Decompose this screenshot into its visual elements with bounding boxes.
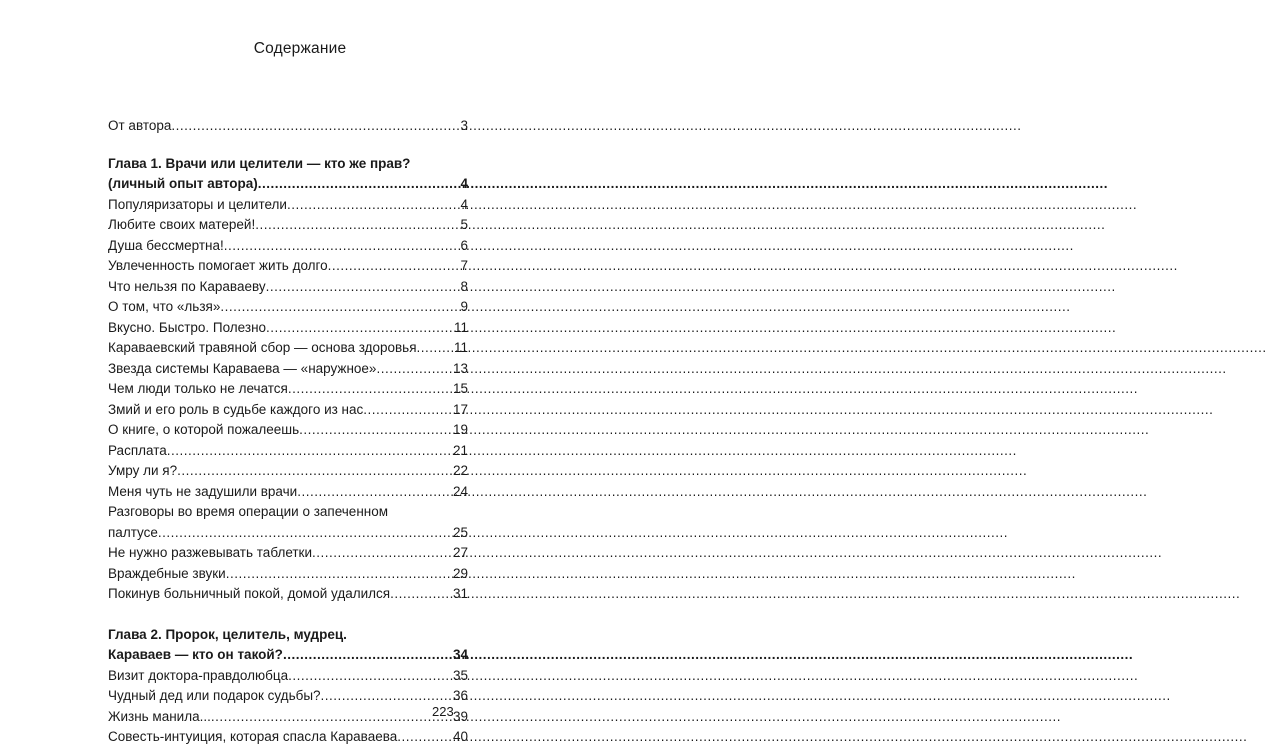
toc-entry: [108, 236, 468, 257]
toc-entry: [108, 584, 468, 605]
entry-page: 9: [460, 299, 468, 314]
chapter-1-title: Глава 1. Врачи или целители — кто же прав?: [108, 155, 411, 171]
dot-leader: [363, 400, 452, 421]
entry-title: Караваев — кто он такой?: [108, 647, 283, 662]
dot-leader: [283, 645, 452, 666]
entry-page: 24: [452, 483, 468, 499]
entry-page: 17: [452, 401, 468, 417]
dot-leader: [226, 564, 452, 585]
entry-title: Звезда системы Караваева — «наружное»: [108, 360, 377, 376]
dot-leader: [224, 236, 460, 257]
entry-page: 21: [452, 442, 468, 458]
toc-entry: [108, 379, 468, 400]
entry-title: Визит доктора-правдолюбца: [108, 667, 289, 683]
entry-title: Умру ли я?: [108, 463, 178, 478]
toc-entry: [108, 420, 468, 441]
toc-entry-intro: [108, 116, 468, 137]
dot-leader: [177, 461, 452, 482]
entry-page: 3: [460, 118, 468, 133]
chapter-2-entries: [108, 666, 468, 748]
entry-title: Змий и его роль в судьбе каждого из нас: [108, 401, 364, 417]
toc-entry: [108, 707, 468, 728]
entry-title: Совесть-интуиция, которая спасла Караваева: [108, 729, 398, 744]
chapter-1-entries: [108, 195, 468, 503]
entry-page: 13: [452, 360, 468, 376]
entry-title: Меня чуть не задушили врачи: [108, 483, 298, 499]
entry-page: 11: [453, 319, 468, 335]
dot-leader: [312, 543, 452, 564]
dot-leader: [417, 338, 453, 359]
dot-leader: [220, 297, 459, 318]
dot-leader: [258, 174, 460, 195]
dot-leader: [328, 256, 460, 277]
entry-title: Вкусно. Быстро. Полезно: [108, 319, 267, 335]
toc-entry-long-line1: Разговоры во время операции о запеченном: [108, 504, 389, 519]
entry-page: 35: [452, 667, 468, 683]
entry-page: 8: [460, 278, 468, 294]
entry-title: Популяризаторы и целители: [108, 196, 287, 212]
toc-entry: [108, 256, 468, 277]
toc-entry: [108, 400, 468, 421]
entry-title: (личный опыт автора): [108, 176, 258, 191]
entry-title: Жизнь манила...: [108, 708, 211, 724]
dot-leader: [288, 666, 452, 687]
toc-entry: [108, 277, 468, 298]
entry-page: 40: [452, 729, 468, 744]
toc-entry: [108, 195, 468, 216]
entry-title: О том, что «льзя»: [108, 299, 221, 314]
entry-page: 5: [460, 217, 468, 232]
entry-page: 36: [452, 688, 468, 703]
entry-title: Душа бессмертна!: [108, 237, 224, 253]
toc-entry: [108, 359, 468, 380]
dot-leader: [255, 215, 459, 236]
entry-title: палтусе: [108, 524, 158, 540]
entry-title: Караваевский травяной сбор — основа здоровья: [108, 340, 417, 355]
table-of-contents: [108, 116, 468, 748]
dot-leader: [266, 318, 453, 339]
dot-leader: [167, 441, 452, 462]
dot-leader: [158, 523, 452, 544]
dot-leader: [297, 482, 452, 503]
toc-entry: [108, 543, 468, 564]
entry-page: 27: [452, 545, 468, 560]
dot-leader: [390, 584, 452, 605]
toc-entry: [108, 727, 468, 748]
entry-page: 15: [452, 381, 468, 396]
toc-entry: [108, 318, 468, 339]
dot-leader: [287, 195, 460, 216]
entry-page: 25: [452, 524, 468, 540]
entry-page: 22: [452, 463, 468, 478]
entry-page: 6: [460, 237, 468, 253]
entry-title: От автора: [108, 118, 172, 133]
entry-title: О книге, о которой пожалеешь: [108, 422, 300, 437]
entry-page: 4: [460, 196, 468, 212]
toc-entry: [108, 686, 468, 707]
dot-leader: [266, 277, 460, 298]
toc-entry-long-line2: [108, 523, 468, 544]
dot-leader: [299, 420, 452, 441]
dot-leader: [211, 707, 452, 728]
entry-page: 39: [452, 708, 468, 724]
entry-title: Покинув больничный покой, домой удалился: [108, 586, 391, 601]
chapter-1-title-cont: [108, 174, 468, 195]
entry-title: Расплата: [108, 442, 167, 458]
entry-page: 11: [453, 340, 468, 355]
toc-entry: [108, 461, 468, 482]
page-title: Содержание: [253, 40, 347, 57]
entry-page: 31: [452, 586, 468, 601]
entry-title: Чем люди только не лечатся: [108, 381, 288, 396]
entry-page: 7: [460, 258, 468, 273]
dot-leader: [288, 379, 452, 400]
dot-leader: [397, 727, 452, 748]
entry-page: 4: [460, 176, 468, 191]
page-number: 223: [432, 704, 454, 719]
entry-page: 29: [452, 565, 468, 581]
toc-entry: [108, 338, 468, 359]
entry-title: Враждебные звуки: [108, 565, 226, 581]
toc-entry: [108, 666, 468, 687]
entry-title: Любите своих матерей!: [108, 217, 256, 232]
toc-entry: [108, 564, 468, 585]
entry-page: 19: [452, 422, 468, 437]
chapter-2-title-cont: [108, 645, 468, 666]
toc-entry: [108, 482, 468, 503]
chapter-1-entries-after: [108, 543, 468, 605]
toc-entry: [108, 215, 468, 236]
chapter-2-title: Глава 2. Пророк, целитель, мудрец.: [108, 626, 347, 642]
entry-title: Не нужно разжевывать таблетки: [108, 545, 313, 560]
entry-title: Чудный дед или подарок судьбы?: [108, 688, 321, 703]
entry-title: Увлеченность помогает жить долго: [108, 258, 328, 273]
toc-entry: [108, 441, 468, 462]
entry-page: 34: [452, 647, 468, 662]
toc-entry: [108, 297, 468, 318]
entry-title: Что нельзя по Караваеву: [108, 278, 266, 294]
dot-leader: [376, 359, 452, 380]
dot-leader: [171, 116, 459, 137]
